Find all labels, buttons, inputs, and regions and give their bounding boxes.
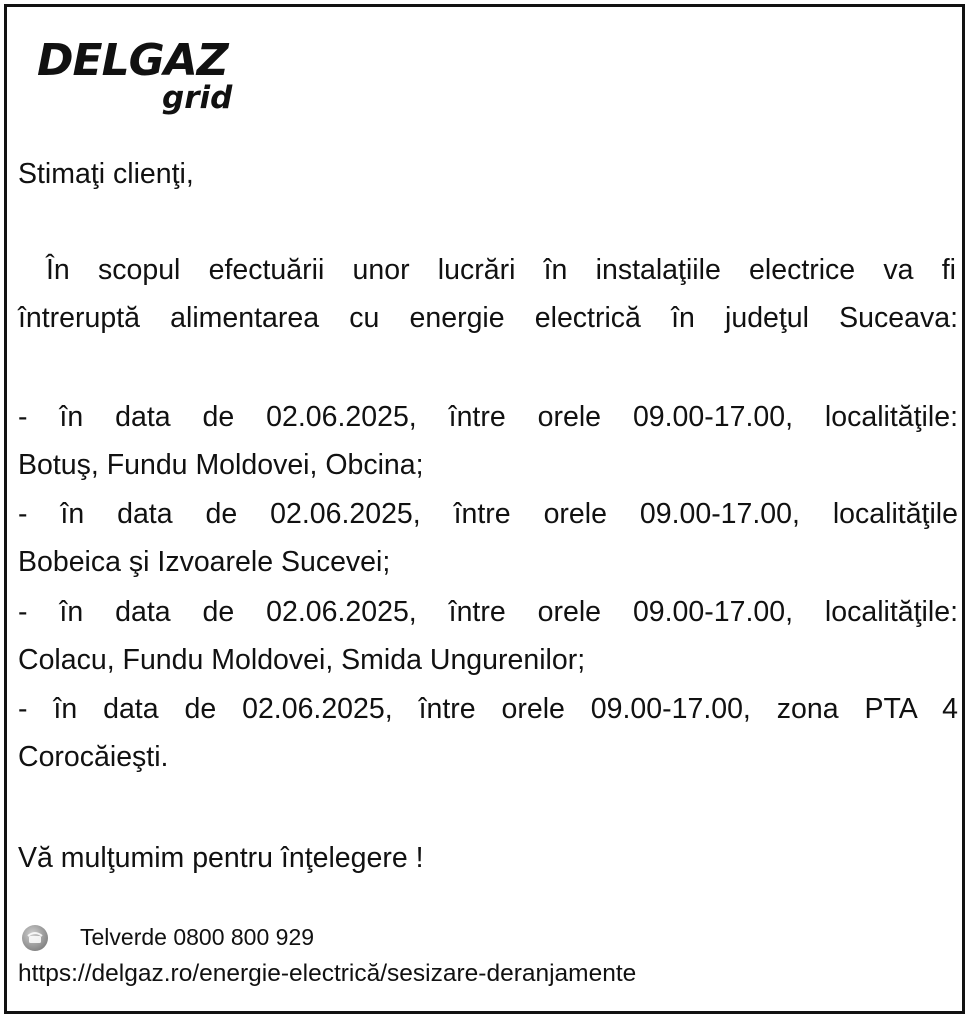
item-3-line-2: Colacu, Fundu Moldovei, Smida Ungurenilor; <box>18 644 586 676</box>
intro-line-1: În scopul efectuării unor lucrări în instalaţiile electrice va fi <box>46 254 956 286</box>
hotline-text: Telverde 0800 800 929 <box>80 924 315 950</box>
logo-subtitle: grid <box>162 80 233 116</box>
item-2-line-2: Bobeica şi Izvoarele Sucevei; <box>18 546 391 578</box>
closing-message: Vă mulţumim pentru înţelegere ! <box>18 842 424 874</box>
item-4-line-2: Corocăieşti. <box>18 741 169 773</box>
intro-line-2: întreruptă alimentarea cu energie electrică în judeţul Suceava: <box>18 302 958 334</box>
item-4-line-1: - în data de 02.06.2025, între orele 09.00-17.00, zona PTA 4 <box>18 693 958 725</box>
greeting: Stimaţi clienţi, <box>18 158 194 190</box>
logo-wordmark: DELGAZ <box>37 35 228 86</box>
report-url-link[interactable]: https://delgaz.ro/energie-electrică/sesizare-deranjamente <box>18 960 637 987</box>
phone-icon <box>22 925 48 951</box>
item-1-line-1: - în data de 02.06.2025, între orele 09.00-17.00, localităţile: <box>18 401 958 433</box>
item-1-line-2: Botuş, Fundu Moldovei, Obcina; <box>18 449 424 481</box>
item-2-line-1: - în data de 02.06.2025, între orele 09.00-17.00, localităţile <box>18 498 958 530</box>
item-3-line-1: - în data de 02.06.2025, între orele 09.00-17.00, localităţile: <box>18 596 958 628</box>
delgaz-logo <box>37 37 252 117</box>
